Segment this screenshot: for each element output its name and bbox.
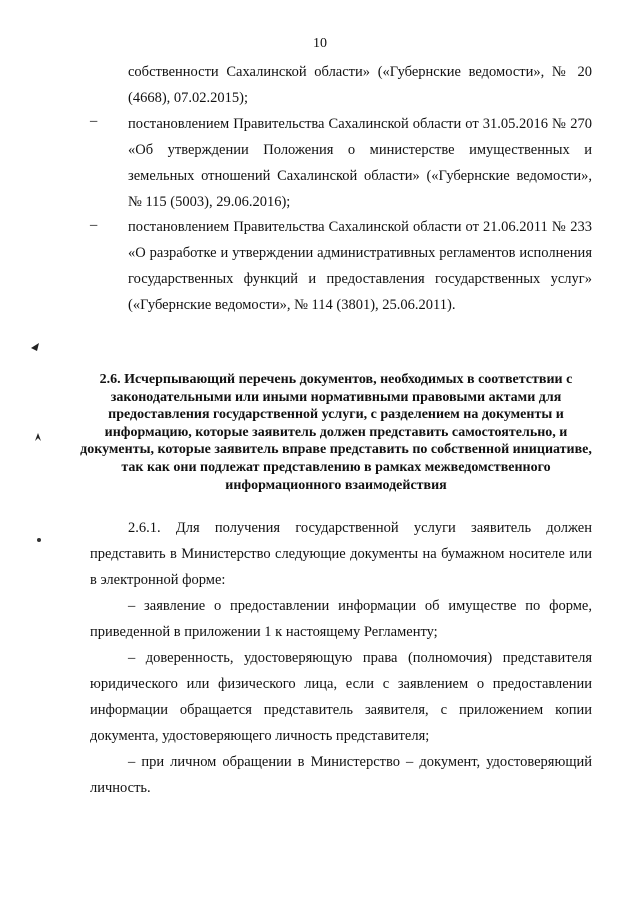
scan-mark [34, 535, 44, 545]
paragraph-application: – заявление о предоставлении информации об имуществе по форме, приведенной в приложении 1 к настоящему Регламенту; [90, 598, 592, 640]
list-item-dash: – [90, 217, 98, 233]
list-item-text: постановлением Правительства Сахалинской области от 31.05.2016 № 270 «Об утверждении Положения о министерстве имущественных и земельных отношений Сахалинской области» («Губернские ведомости», № 115 (5003), 29.06.2016); [128, 116, 592, 210]
scan-mark [30, 342, 40, 352]
page-number: 10 [313, 36, 327, 51]
paragraph-personal-visit: – при личном обращении в Министерство – документ, удостоверяющий личность. [90, 754, 592, 796]
list-item-dash: – [90, 113, 98, 129]
list-item-text: постановлением Правительства Сахалинской области от 21.06.2011 № 233 «О разработке и утверждении административных регламентов исполнения государственных функций и предоставления государственных услуг» («Губернские ведомости», № 114 (3801), 25.06.2011). [128, 219, 592, 313]
scan-mark [33, 432, 43, 442]
list-item-text: собственности Сахалинской области» («Губернские ведомости», № 20 (4668), 07.02.2015); [128, 64, 592, 106]
paragraph-power-of-attorney: – доверенность, удостоверяющую права (полномочия) представителя юридического или физического лица, если с заявлением о предоставлении информации обращается представитель заявителя, с приложением копии документа, удостоверяющего личность представителя; [90, 650, 592, 744]
section-heading: 2.6. Исчерпывающий перечень документов, необходимых в соответствии с законодательными или иными нормативными правовыми актами для предоставления государственной услуги, с разделением на документы и информацию, которые заявитель должен представить самостоятельно, и документы, которые заявитель вправе представить по собственной инициативе, так как они подлежат представлению в рамках межведомственного информационного взаимодействия [80, 372, 592, 493]
paragraph-2-6-1: 2.6.1. Для получения государственной услуги заявитель должен представить в Министерство следующие документы на бумажном носителе или в электронной форме: [90, 520, 592, 588]
